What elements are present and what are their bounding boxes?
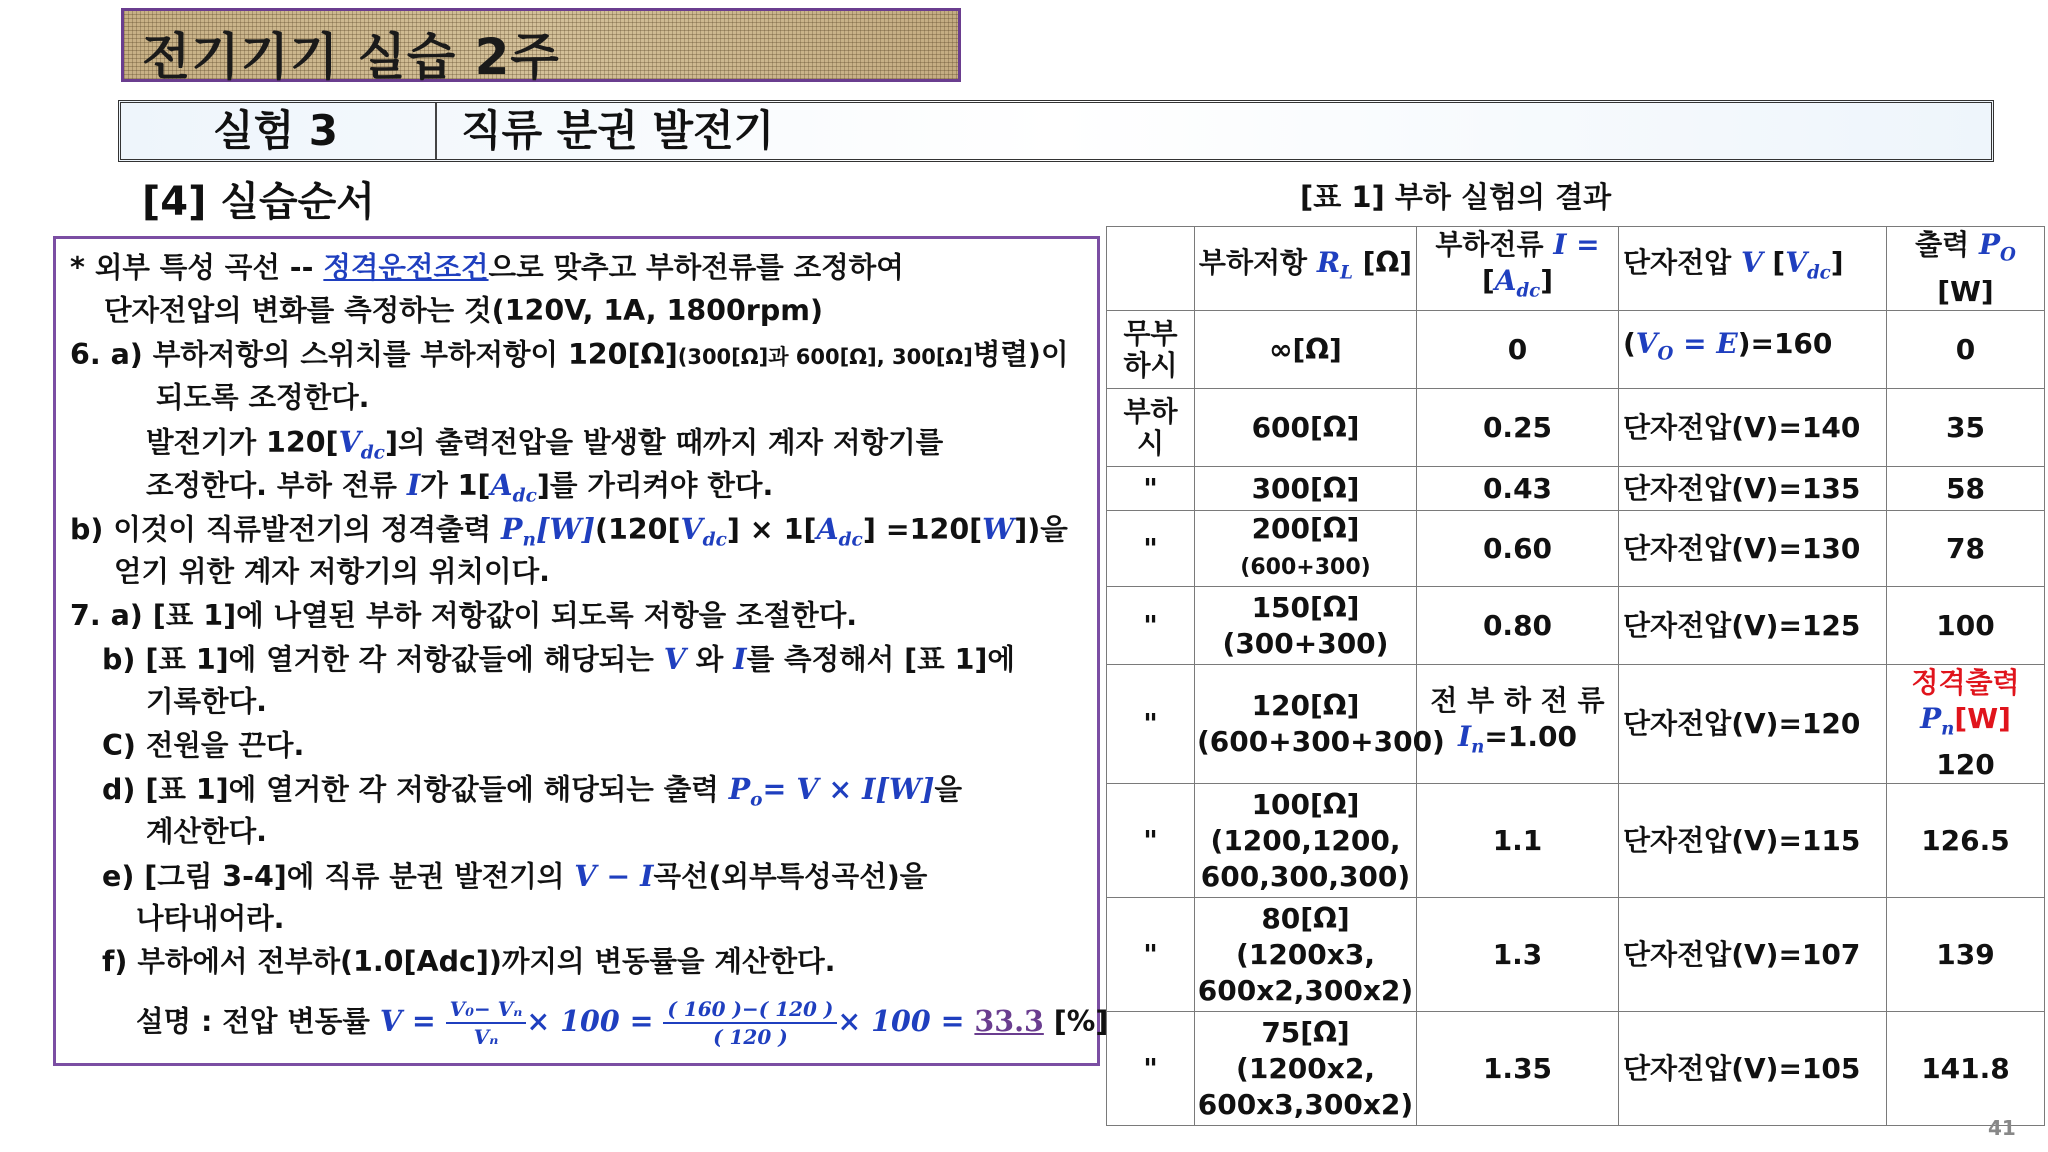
cell-resistance: 100[Ω] (1200,1200, 600,300,300) <box>1195 784 1417 898</box>
procedure-line: 단자전압의 변화를 측정하는 것(120V, 1A, 1800rpm) <box>104 294 823 327</box>
cell-condition: " <box>1107 784 1195 898</box>
procedure-line: f) 부하에서 전부하(1.0[Adc])까지의 변동률을 계산한다. <box>102 945 836 978</box>
table-row <box>1107 898 2045 1012</box>
cell-voltage: 단자전압(V)=107 <box>1619 898 1887 1012</box>
cell-condition: " <box>1107 511 1195 587</box>
cell-resistance: 120[Ω] (600+300+300) <box>1195 665 1417 784</box>
procedure-line: 계산한다. <box>146 815 267 848</box>
cell-current: 0.60 <box>1417 511 1619 587</box>
cell-voltage: 단자전압(V)=140 <box>1619 389 1887 467</box>
procedure-line: 조정한다. 부하 전류 I가 $1[A_{dc}]$를 가리켜야 한다. <box>146 468 774 507</box>
cell-condition: " <box>1107 665 1195 784</box>
cell-output: 35 <box>1887 389 2045 467</box>
header-cell-empty <box>1107 227 1195 311</box>
cell-current: 0.43 <box>1417 467 1619 511</box>
section-heading: [4] 실습순서 <box>142 179 375 225</box>
cell-current: 1.3 <box>1417 898 1619 1012</box>
cell-resistance: 300[Ω] <box>1195 467 1417 511</box>
cell-condition: " <box>1107 587 1195 665</box>
cell-resistance: 600[Ω] <box>1195 389 1417 467</box>
cell-resistance: 75[Ω] (1200x2, 600x3,300x2) <box>1195 1012 1417 1126</box>
header-load-current: 부하전류 I = $[A_{dc}]$ <box>1417 227 1619 311</box>
cell-resistance: 200[Ω] (600+300) <box>1195 511 1417 587</box>
procedure-line: 되도록 조정한다. <box>156 381 370 414</box>
table-row <box>1107 311 2045 389</box>
cell-current: 0.80 <box>1417 587 1619 665</box>
procedure-line: 얻기 위한 계자 저항기의 위치이다. <box>114 555 550 588</box>
cell-voltage: 단자전압(V)=130 <box>1619 511 1887 587</box>
cell-resistance: 80[Ω] (1200x3, 600x2,300x2) <box>1195 898 1417 1012</box>
cell-voltage: 단자전압(V)=125 <box>1619 587 1887 665</box>
table-row-rated <box>1107 665 2045 784</box>
fraction: $\frac{( 160 )-( 120 )}{( 120 )}$ <box>663 996 837 1050</box>
cell-resistance: ∞[Ω] <box>1195 311 1417 389</box>
cell-output: 100 <box>1887 587 2045 665</box>
cell-resistance: 150[Ω] (300+300) <box>1195 587 1417 665</box>
page-number: 41 <box>1988 1116 2016 1140</box>
voltage-regulation-formula: 설명 : 전압 변동률 V = $\frac{\text{V₀− Vₙ}}{\text{Vₙ}}$ × 100 = $\frac{( 160 )-( 120 )}{( 120 )}$ × 100 = 33.3 [%] <box>136 997 1109 1049</box>
procedure-line: 기록한다. <box>146 685 267 718</box>
cell-output: 58 <box>1887 467 2045 511</box>
cell-output: 78 <box>1887 511 2045 587</box>
table-header-row <box>1107 227 2045 311</box>
procedure-line: e) [그림 3-4]에 직류 분권 발전기의 V − I곡선(외부특성곡선)을 <box>102 859 928 893</box>
cell-output: 0 <box>1887 311 2045 389</box>
table-row <box>1107 587 2045 665</box>
cell-current: 전 부 하 전 류 $I_n=1.00$ <box>1417 665 1619 784</box>
experiment-header <box>118 100 1994 162</box>
procedure-box <box>53 236 1109 1066</box>
cell-output: 139 <box>1887 898 2045 1012</box>
header-terminal-voltage: 단자전압 V $[V_{dc}]$ <box>1619 227 1887 311</box>
cell-output: 141.8 <box>1887 1012 2045 1126</box>
cell-current: 1.1 <box>1417 784 1619 898</box>
cell-current: 0.25 <box>1417 389 1619 467</box>
cell-condition: 무부 하시 <box>1107 311 1195 389</box>
title-banner <box>121 8 961 86</box>
rated-condition-link: 정격운전조건 <box>323 251 489 284</box>
cell-condition: " <box>1107 898 1195 1012</box>
procedure-line: b) 이것이 직류발전기의 정격출력 $P_n[W](120[V_{dc}] \times 1[A_{dc}] =120[W])$을 <box>70 512 1068 551</box>
cell-current: 1.35 <box>1417 1012 1619 1126</box>
procedure-line: * 외부 특성 곡선 -- 정격운전조건으로 맞추고 부하전류를 조정하여 <box>70 251 904 284</box>
procedure-line: 6. a) 부하저항의 스위치를 부하저항이 120[Ω](300[Ω]과 600[Ω], 300[Ω]병렬)이 <box>70 338 1069 371</box>
cell-output-rated: 정격출력 $P_n[W]$ 120 <box>1887 665 2045 784</box>
cell-voltage: $(V_O = E)=160$ <box>1619 311 1887 389</box>
header-output: 출력 $P_O$ [W] <box>1887 227 2045 311</box>
fraction: $\frac{\text{V₀− Vₙ}}{\text{Vₙ}}$ <box>446 996 527 1050</box>
experiment-name: 직류 분권 발전기 <box>461 106 775 155</box>
cell-condition: " <box>1107 1012 1195 1126</box>
table-row <box>1107 511 2045 587</box>
procedure-line: 7. a) [표 1]에 나열된 부하 저항값이 되도록 저항을 조절한다. <box>70 599 858 632</box>
cell-voltage: 단자전압(V)=120 <box>1619 665 1887 784</box>
cell-voltage: 단자전압(V)=115 <box>1619 784 1887 898</box>
experiment-number: 실험 3 <box>121 103 437 159</box>
procedure-line: C) 전원을 끈다. <box>102 729 305 762</box>
results-table <box>1106 226 2045 1126</box>
table-row <box>1107 784 2045 898</box>
page-title: 전기기기 실습 2주 <box>142 28 560 86</box>
cell-current: 0 <box>1417 311 1619 389</box>
cell-condition: " <box>1107 467 1195 511</box>
procedure-line: b) [표 1]에 열거한 각 저항값들에 해당되는 V 와 I를 측정해서 [표 1]에 <box>102 642 1015 676</box>
cell-voltage: 단자전압(V)=105 <box>1619 1012 1887 1126</box>
procedure-line: 나타내어라. <box>136 902 285 935</box>
cell-voltage: 단자전압(V)=135 <box>1619 467 1887 511</box>
table-caption: [표 1] 부하 실험의 결과 <box>1300 180 1612 214</box>
table-row <box>1107 1012 2045 1126</box>
cell-condition: 부하 시 <box>1107 389 1195 467</box>
table-row <box>1107 467 2045 511</box>
procedure-line: 발전기가 $120[V_{dc}]$의 출력전압을 발생할 때까지 계자 저항기를 <box>146 425 944 464</box>
table-row <box>1107 389 2045 467</box>
cell-output: 126.5 <box>1887 784 2045 898</box>
procedure-line: d) [표 1]에 열거한 각 저항값들에 해당되는 출력 $P_o= V \times I[W]$을 <box>102 772 962 811</box>
header-load-resistance: 부하저항 $R_L$ [Ω] <box>1195 227 1417 311</box>
regulation-result: 33.3 <box>974 1004 1044 1038</box>
